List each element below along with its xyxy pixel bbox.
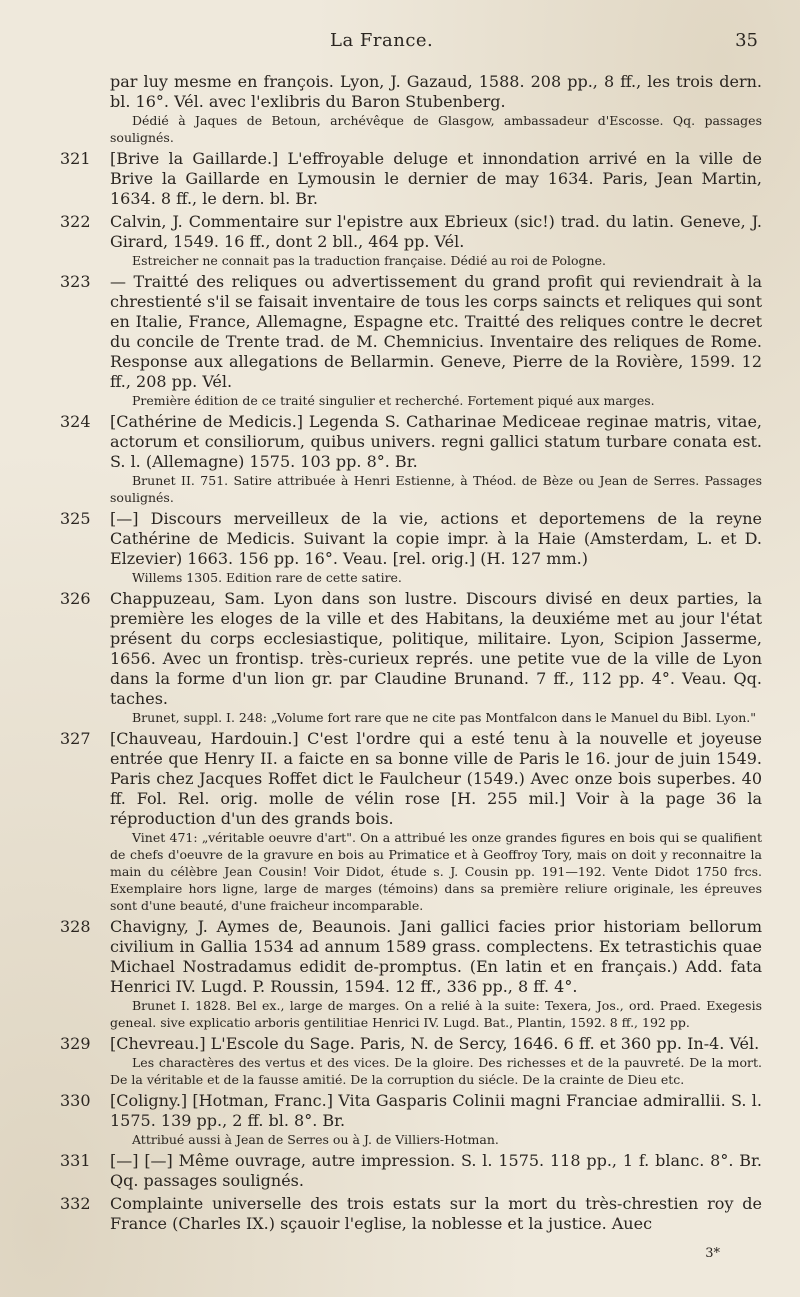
entry-note: Brunet I. 1828. Bel ex., large de marges. On a relié à la suite: Texera, Jos., ord. Praed. Exegesis geneal. sive explicatio arboris gentilitiae Henrici IV. Lugd. Bat., Plantin, 1592. 8 ff., 192 pp. <box>110 998 762 1030</box>
catalogue-entry <box>60 589 762 726</box>
entry-number: 329 <box>60 1034 91 1053</box>
catalogue-entry <box>60 149 762 209</box>
entry-text: Complainte universelle des trois estats sur la mort du très-chrestien roy de France (Charles IX.) sçauoir l'eglise, la noblesse et la justice. Auec <box>110 1194 762 1233</box>
catalogue-entry <box>60 1034 762 1088</box>
entry-note: Dédié à Jaques de Betoun, archévêque de Glasgow, ambassadeur d'Escosse. Qq. passages soulignés. <box>110 113 762 145</box>
page-header <box>0 30 800 58</box>
entry-number: 326 <box>60 589 91 608</box>
catalogue-entry <box>60 729 762 914</box>
entry-note: Première édition de ce traité singulier et recherché. Fortement piqué aux marges. <box>132 393 655 408</box>
entry-number: 321 <box>60 149 91 168</box>
catalogue-entry <box>60 509 762 586</box>
catalogue-entry <box>60 1091 762 1148</box>
entry-number: 328 <box>60 917 91 936</box>
entry-number: 322 <box>60 212 91 231</box>
running-title: La France. <box>330 30 434 51</box>
entry-text: [Cathérine de Medicis.] Legenda S. Catharinae Mediceae reginae matris, vitae, actorum et consiliorum, quibus univers. regni gallici statum turbare conata est. S. l. (Allemagne) 1575. 103 pp. 8°. Br. <box>110 412 762 471</box>
entry-text: [Chauveau, Hardouin.] C'est l'ordre qui a esté tenu à la nouvelle et joyeuse entrée que Henry II. a faicte en sa bonne ville de Paris le 16. jour de juin 1549. Paris chez Jacques Roffet dict le Faulcheur (1549.) Avec onze bois superbes. 40 ff. Fol. Rel. orig. molle de vélin rose [H. 255 mil.] Voir à la page 36 la réproduction d'un des grands bois. <box>110 729 762 828</box>
entry-text: [Brive la Gaillarde.] L'effroyable deluge et innondation arrivé en la ville de Brive la Gaillarde en Lymousin le dernier de may 1634. Paris, Jean Martin, 1634. 8 ff., le dern. bl. Br. <box>110 149 762 208</box>
entry-number: 324 <box>60 412 91 431</box>
entry-number: 330 <box>60 1091 91 1110</box>
entry-number: 325 <box>60 509 91 528</box>
entry-text: [—] [—] Même ouvrage, autre impression. S. l. 1575. 118 pp., 1 f. blanc. 8°. Br. Qq. passages soulignés. <box>110 1151 762 1190</box>
catalogue-entries <box>60 72 762 1237</box>
entry-note: Les charactères des vertus et des vices. De la gloire. Des richesses et de la pauvreté. De la mort. De la véritable et de la fausse amitié. De la corruption du siécle. De la crainte de Dieu etc. <box>110 1055 762 1087</box>
entry-text: [Chevreau.] L'Escole du Sage. Paris, N. de Sercy, 1646. 6 ff. et 360 pp. In-4. Vél. <box>110 1034 760 1053</box>
entry-text: Chappuzeau, Sam. Lyon dans son lustre. Discours divisé en deux parties, la première les eloges de la ville et des Habitans, la deuxiéme met au jour l'état présent du corps ecclesiastique, politique, militaire. Lyon, Scipion Jasserme, 1656. Avec un frontisp. très-curieux représ. une petite vue de la ville de Lyon dans la forme d'un lion gr. par Claudine Brunand. 7 ff., 112 pp. 4°. Veau. Qq. taches. <box>110 589 762 708</box>
catalogue-entry <box>60 917 762 1031</box>
catalogue-entry <box>60 1194 762 1234</box>
catalogue-entry <box>70 72 762 146</box>
catalogue-entry <box>60 272 762 409</box>
catalogue-entry <box>60 212 762 269</box>
entry-text: [—] Discours merveilleux de la vie, actions et deportemens de la reyne Cathérine de Medicis. Suivant la copie impr. à la Haie (Amsterdam, L. et D. Elzevier) 1663. 156 pp. 16°. Veau. [rel. orig.] (H. 127 mm.) <box>110 509 762 568</box>
entry-note: Brunet II. 751. Satire attribuée à Henri Estienne, à Théod. de Bèze ou Jean de Serres. Passages soulignés. <box>110 473 762 505</box>
entry-text: Chavigny, J. Aymes de, Beaunois. Jani gallici facies prior historiam bellorum civilium in Gallia 1534 ad annum 1589 grass. complectens. Ex tetrastichis quae Michael Nostradamus edidit de-promptus. (En latin et en français.) Add. fata Henrici IV. Lugd. P. Roussin, 1594. 12 ff., 336 pp., 8 ff. 4°. <box>110 917 762 996</box>
entry-text: Calvin, J. Commentaire sur l'epistre aux Ebrieux (sic!) trad. du latin. Geneve, J. Girard, 1549. 16 ff., dont 2 bll., 464 pp. Vél. <box>110 212 762 251</box>
entry-note: Estreicher ne connait pas la traduction française. Dédié au roi de Pologne. <box>132 253 606 268</box>
entry-text: [Coligny.] [Hotman, Franc.] Vita Gasparis Colinii magni Franciae admirallii. S. l. 1575. 139 pp., 2 ff. bl. 8°. Br. <box>110 1091 762 1130</box>
entry-number: 332 <box>60 1194 91 1213</box>
page-number: 35 <box>735 30 758 51</box>
catalogue-entry <box>60 412 762 506</box>
entry-number: 331 <box>60 1151 91 1170</box>
entry-text: — Traitté des reliques ou advertissement du grand profit qui reviendrait à la chrestienté s'il se faisait inventaire de tous les corps saincts et reliques qui sont en Italie, France, Allemagne, Espagne etc. Traitté des reliques contre le decret du concile de Trente trad. de M. Chemnicius. Inventaire des reliques de Rome. Response aux allegations de Bellarmin. Geneve, Pierre de la Rovière, 1599. 12 ff., 208 pp. Vél. <box>110 272 762 391</box>
entry-text: par luy mesme en françois. Lyon, J. Gazaud, 1588. 208 pp., 8 ff., les trois dern. bl. 16°. Vél. avec l'exlibris du Baron Stubenberg. <box>110 72 762 111</box>
entry-note: Attribué aussi à Jean de Serres ou à J. de Villiers-Hotman. <box>132 1132 499 1147</box>
entry-number: 327 <box>60 729 91 748</box>
entry-number: 323 <box>60 272 91 291</box>
entry-note: Brunet, suppl. I. 248: „Volume fort rare que ne cite pas Montfalcon dans le Manuel du Bibl. Lyon." <box>132 710 757 725</box>
entry-note: Willems 1305. Edition rare de cette satire. <box>132 570 402 585</box>
signature-mark: 3* <box>705 1246 720 1261</box>
catalogue-entry <box>60 1151 762 1191</box>
entry-note: Vinet 471: „véritable oeuvre d'art". On a attribué les onze grandes figures en bois qui se qualifient de chefs d'oeuvre de la gravure en bois au Primatice et à Geoffroy Tory, mais on doit y reconnaitre la main du célèbre Jean Cousin! Voir Didot, étude s. J. Cousin pp. 191—192. Vente Didot 1750 frcs. Exemplaire hors ligne, large de marges (témoins) dans sa première reliure originale, les épreuves sont d'une beauté, d'une fraicheur incomparable. <box>110 830 762 913</box>
